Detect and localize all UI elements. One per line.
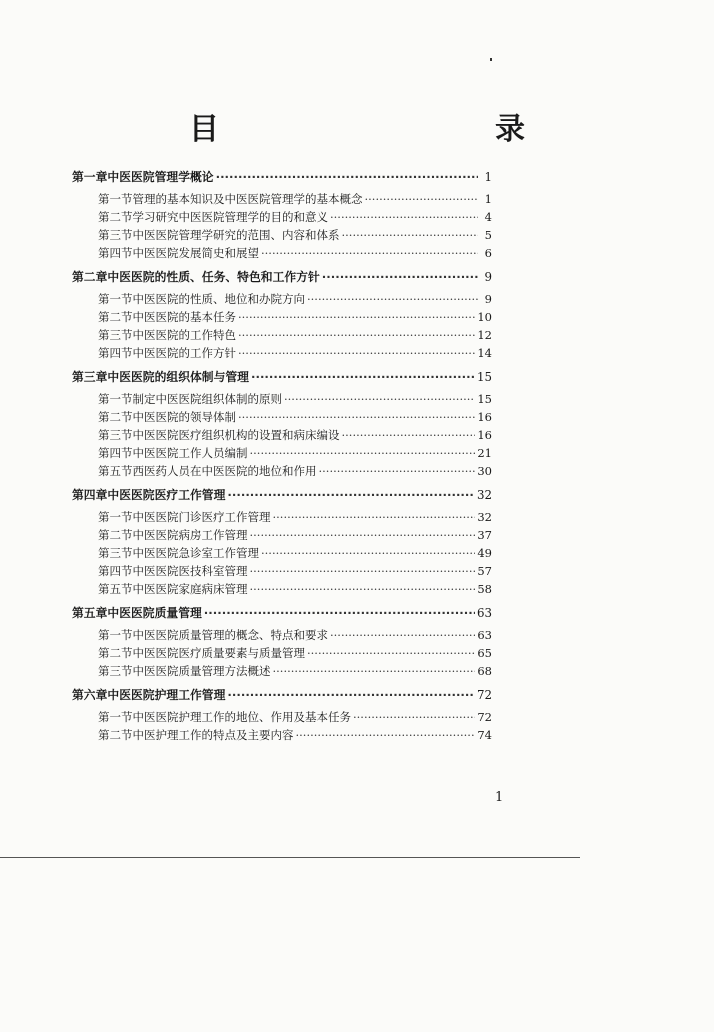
section-entry: [72, 462, 492, 480]
dot-leader: [261, 244, 478, 262]
dot-leader: [296, 726, 476, 744]
dot-leader: [307, 644, 475, 662]
dot-leader: [250, 444, 476, 462]
dot-leader: [227, 686, 475, 704]
dot-leader: [284, 390, 475, 408]
section-entry-title: 中医医院医疗组织机构的设置和病床编设: [132, 428, 340, 442]
dot-leader: [330, 208, 478, 226]
chapter-entry-number: 第五章: [72, 606, 108, 620]
section-entry-number: 第四节: [98, 564, 133, 578]
section-entry-title: 中医医院管理学研究的范围、内容和体系: [132, 228, 340, 242]
dot-leader: [238, 308, 475, 326]
section-entry-title: 中医医院的工作方针: [132, 346, 236, 360]
section-entry: [72, 544, 492, 562]
section-entry-number: 第三节: [98, 328, 133, 342]
section-entry: [72, 626, 492, 644]
chapter-entry: [72, 168, 492, 186]
section-entry: [72, 526, 492, 544]
dot-leader: [204, 604, 475, 622]
section-entry-page: 65: [477, 646, 492, 660]
section-entry-title: 中医医院医疗质量要素与质量管理: [132, 646, 305, 660]
chapter-entry-number: 第二章: [72, 270, 108, 284]
section-entry-title: 中医医院的基本任务: [132, 310, 236, 324]
section-entry-number: 第二节: [98, 528, 133, 542]
section-entry-page: 68: [477, 664, 492, 678]
dot-leader: [251, 368, 475, 386]
section-entry-title: 中医医院的工作特色: [132, 328, 236, 342]
section-entry-number: 第三节: [98, 228, 133, 242]
page-title: 目 录: [189, 112, 597, 147]
section-entry-number: 第三节: [98, 664, 133, 678]
section-entry-page: 10: [477, 310, 492, 324]
section-entry-title: 制定中医医院组织体制的原则: [132, 392, 282, 406]
section-entry: [72, 190, 492, 208]
dot-leader: [250, 562, 476, 580]
section-entry: [72, 644, 492, 662]
section-entry-title: 中医医院门诊医疗工作管理: [132, 510, 271, 524]
chapter-entry-title: 中医医院护理工作管理: [107, 688, 226, 702]
section-entry-title: 中医医院病房工作管理: [132, 528, 248, 542]
section-entry-number: 第四节: [98, 346, 133, 360]
section-entry-title: 中医医院护理工作的地位、作用及基本任务: [132, 710, 351, 724]
section-entry: [72, 408, 492, 426]
section-entry: [72, 562, 492, 580]
section-entry-page: 58: [477, 582, 492, 596]
section-entry-title: 中医医院质量管理的概念、特点和要求: [132, 628, 328, 642]
section-entry-number: 第一节: [98, 710, 133, 724]
section-entry: [72, 390, 492, 408]
section-entry: [72, 244, 492, 262]
section-entry-page: 14: [477, 346, 492, 360]
chapter-entry: [72, 686, 492, 704]
section-entry-page: 74: [477, 728, 492, 742]
section-entry-page: 9: [484, 292, 492, 306]
section-entry-page: 1: [484, 192, 492, 206]
section-entry-title: 中医医院质量管理方法概述: [132, 664, 271, 678]
section-entry: [72, 426, 492, 444]
section-entry-number: 第五节: [98, 464, 133, 478]
section-entry-title: 中医医院医技科室管理: [132, 564, 248, 578]
dot-leader: [238, 344, 475, 362]
section-entry-title: 中医医院的性质、地位和办院方向: [132, 292, 305, 306]
chapter-entry-title: 中医医院医疗工作管理: [107, 488, 226, 502]
section-entry-page: 21: [477, 446, 492, 460]
chapter-entry-title: 中医医院质量管理: [107, 606, 202, 620]
section-entry-page: 37: [477, 528, 492, 542]
section-entry-number: 第一节: [98, 628, 133, 642]
section-entry-page: 16: [477, 410, 492, 424]
section-entry: [72, 326, 492, 344]
section-entry-page: 5: [484, 228, 492, 242]
dot-leader: [319, 462, 476, 480]
chapter-entry-page: 15: [476, 370, 492, 384]
section-entry: [72, 708, 492, 726]
chapter-entry-page: 32: [476, 488, 492, 502]
section-entry-number: 第四节: [98, 246, 133, 260]
chapter-entry: [72, 486, 492, 504]
section-entry-page: 15: [477, 392, 492, 406]
section-entry-title: 西医药人员在中医医院的地位和作用: [132, 464, 317, 478]
section-entry-number: 第五节: [98, 582, 133, 596]
dot-leader: [273, 508, 476, 526]
chapter-entry-title: 中医医院的性质、任务、特色和工作方针: [107, 270, 320, 284]
section-entry-number: 第二节: [98, 728, 133, 742]
section-entry-page: 16: [477, 428, 492, 442]
chapter-entry-page: 63: [476, 606, 492, 620]
section-entry-number: 第一节: [98, 292, 133, 306]
dot-leader: [342, 226, 479, 244]
chapter-entry: [72, 368, 492, 386]
section-entry-title: 管理的基本知识及中医医院管理学的基本概念: [132, 192, 363, 206]
chapter-entry-number: 第一章: [72, 170, 108, 184]
dot-leader: [238, 326, 475, 344]
dot-leader: [250, 580, 476, 598]
section-entry-title: 中医医院急诊室工作管理: [132, 546, 259, 560]
section-entry: [72, 508, 492, 526]
section-entry-page: 32: [477, 510, 492, 524]
chapter-entry-number: 第六章: [72, 688, 108, 702]
section-entry-title: 中医医院的领导体制: [132, 410, 236, 424]
section-entry-number: 第一节: [98, 392, 133, 406]
dot-leader: [216, 168, 478, 186]
section-entry-page: 6: [484, 246, 492, 260]
section-entry-page: 30: [477, 464, 492, 478]
section-entry: [72, 308, 492, 326]
chapter-entry: [72, 268, 492, 286]
dot-leader: [261, 544, 475, 562]
section-entry-number: 第三节: [98, 428, 133, 442]
dot-leader: [250, 526, 476, 544]
scan-edge-line: [0, 857, 580, 858]
dot-leader: [322, 268, 478, 286]
dot-leader: [330, 626, 475, 644]
section-entry-number: 第二节: [98, 646, 133, 660]
section-entry-page: 4: [484, 210, 492, 224]
table-of-contents: [72, 168, 492, 744]
chapter-entry-title: 中医医院管理学概论: [107, 170, 214, 184]
section-entry-number: 第二节: [98, 410, 133, 424]
section-entry-number: 第四节: [98, 446, 133, 460]
dot-leader: [273, 662, 476, 680]
dot-leader: [227, 486, 475, 504]
section-entry-title: 中医医院工作人员编制: [132, 446, 248, 460]
scan-speck: [490, 58, 492, 61]
section-entry: [72, 726, 492, 744]
section-entry: [72, 344, 492, 362]
section-entry-number: 第二节: [98, 210, 133, 224]
dot-leader: [342, 426, 476, 444]
chapter-entry: [72, 604, 492, 622]
section-entry: [72, 580, 492, 598]
section-entry: [72, 208, 492, 226]
chapter-entry-page: 9: [484, 270, 492, 284]
dot-leader: [238, 408, 475, 426]
section-entry-page: 63: [477, 628, 492, 642]
section-entry: [72, 226, 492, 244]
section-entry-title: 中医医院发展简史和展望: [132, 246, 259, 260]
section-entry: [72, 290, 492, 308]
chapter-entry-page: 1: [484, 170, 492, 184]
section-entry-number: 第一节: [98, 510, 133, 524]
section-entry-number: 第二节: [98, 310, 133, 324]
chapter-entry-number: 第三章: [72, 370, 108, 384]
dot-leader: [365, 190, 479, 208]
section-entry-page: 57: [477, 564, 492, 578]
section-entry-title: 学习研究中医医院管理学的目的和意义: [132, 210, 328, 224]
section-entry: [72, 662, 492, 680]
section-entry-page: 49: [477, 546, 492, 560]
section-entry-page: 72: [477, 710, 492, 724]
page-number: 1: [495, 790, 504, 805]
section-entry-number: 第一节: [98, 192, 133, 206]
section-entry-page: 12: [477, 328, 492, 342]
section-entry-number: 第三节: [98, 546, 133, 560]
section-entry-title: 中医医院家庭病床管理: [132, 582, 248, 596]
chapter-entry-number: 第四章: [72, 488, 108, 502]
dot-leader: [307, 290, 478, 308]
chapter-entry-title: 中医医院的组织体制与管理: [107, 370, 249, 384]
chapter-entry-page: 72: [476, 688, 492, 702]
dot-leader: [353, 708, 475, 726]
section-entry: [72, 444, 492, 462]
section-entry-title: 中医护理工作的特点及主要内容: [132, 728, 294, 742]
